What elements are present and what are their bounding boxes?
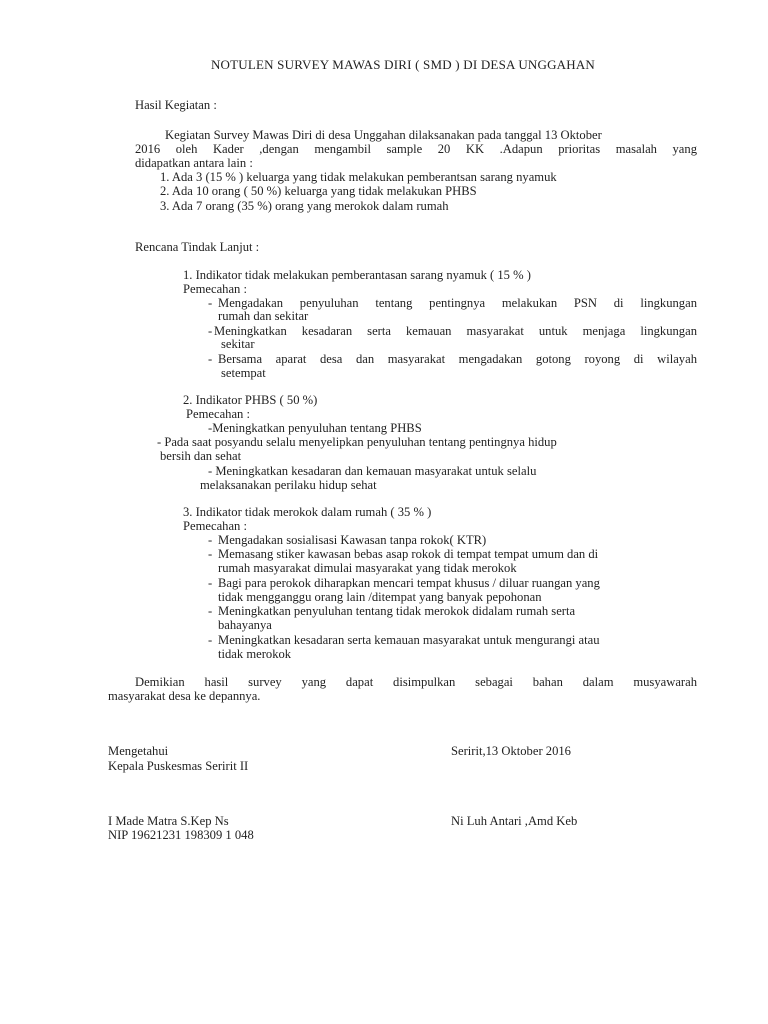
- bullet-dash: -: [208, 533, 213, 547]
- bullet-dash: -: [208, 633, 213, 647]
- ind2-bullet-1: -Meningkatkan penyuluhan tentang PHBS: [208, 421, 422, 435]
- ind2-bullet-2-line-2: bersih dan sehat: [160, 449, 242, 463]
- bullet-dash: -: [208, 352, 213, 366]
- sign-left-nip: NIP 19621231 198309 1 048: [108, 828, 254, 842]
- intro-line-1: Kegiatan Survey Mawas Diri di desa Unggahan dilaksanakan pada tanggal 13 Oktober: [165, 128, 602, 142]
- ind2-bullet-3-line-1: - Meningkatkan kesadaran dan kemauan masyarakat untuk selalu: [208, 464, 537, 478]
- sign-left-position: Kepala Puskesmas Seririt II: [108, 759, 249, 773]
- ind2-bullet-3-line-2: melaksanakan perilaku hidup sehat: [200, 478, 377, 492]
- bullet-dash: -: [208, 296, 213, 310]
- ind1-bullet-2-line-2: sekitar: [221, 337, 255, 351]
- indikator-3-pemecahan: Pemecahan :: [183, 519, 247, 533]
- indikator-1-pemecahan: Pemecahan :: [183, 282, 247, 296]
- rtl-heading: Rencana Tindak Lanjut :: [135, 240, 260, 254]
- closing-line-2: masyarakat desa ke depannya.: [108, 689, 261, 703]
- hasil-heading: Hasil Kegiatan :: [135, 98, 217, 112]
- bullet-dash: -: [208, 324, 213, 338]
- ind1-bullet-1-line-1: Mengadakan penyuluhan tentang pentingnya melakukan PSN di lingkungan: [218, 296, 697, 310]
- ind1-bullet-1-line-2: rumah dan sekitar: [218, 309, 309, 323]
- bullet-dash: -: [208, 604, 213, 618]
- ind3-bullet-2-line-2: rumah masyarakat dimulai masyarakat yang tidak merokok: [218, 561, 517, 575]
- bullet-dash: -: [208, 576, 213, 590]
- sign-left-label: Mengetahui: [108, 744, 169, 758]
- intro-line-3: didapatkan antara lain :: [135, 156, 253, 170]
- indikator-2-title: 2. Indikator PHBS ( 50 %): [183, 393, 318, 407]
- indikator-3-title: 3. Indikator tidak merokok dalam rumah ( 35 % ): [183, 505, 432, 519]
- closing-line-1: Demikian hasil survey yang dapat disimpulkan sebagai bahan dalam musyawarah: [135, 675, 697, 689]
- ind3-bullet-3-line-1: Bagi para perokok diharapkan mencari tempat khusus / diluar ruangan yang: [218, 576, 600, 590]
- ind1-bullet-2-line-1: Meningkatkan kesadaran serta kemauan masyarakat untuk menjaga lingkungan: [214, 324, 697, 338]
- intro-line-2: 2016 oleh Kader ,dengan mengambil sample 20 KK .Adapun prioritas masalah yang: [135, 142, 697, 156]
- ind3-bullet-3-line-2: tidak mengganggu orang lain /ditempat yang banyak pepohonan: [218, 590, 542, 604]
- sign-right-place-date: Seririt,13 Oktober 2016: [451, 744, 571, 758]
- ind3-bullet-4-line-1: Meningkatkan penyuluhan tentang tidak merokok didalam rumah serta: [218, 604, 576, 618]
- ind1-bullet-3-line-2: setempat: [221, 366, 266, 380]
- ind1-bullet-3-line-1: Bersama aparat desa dan masyarakat mengadakan gotong royong di wilayah: [218, 352, 697, 366]
- ind2-bullet-2-line-1: - Pada saat posyandu selalu menyelipkan penyuluhan tentang pentingnya hidup: [157, 435, 557, 449]
- hasil-item-2: 2. Ada 10 orang ( 50 %) keluarga yang tidak melakukan PHBS: [160, 184, 477, 198]
- hasil-item-3: 3. Ada 7 orang (35 %) orang yang merokok dalam rumah: [160, 199, 449, 213]
- hasil-item-1: 1. Ada 3 (15 % ) keluarga yang tidak melakukan pemberantsan sarang nyamuk: [160, 170, 557, 184]
- ind3-bullet-5-line-2: tidak merokok: [218, 647, 292, 661]
- ind3-bullet-4-line-2: bahayanya: [218, 618, 272, 632]
- sign-right-name: Ni Luh Antari ,Amd Keb: [451, 814, 578, 828]
- sign-left-name: I Made Matra S.Kep Ns: [108, 814, 229, 828]
- indikator-1-title: 1. Indikator tidak melakukan pemberantasan sarang nyamuk ( 15 % ): [183, 268, 531, 282]
- ind3-bullet-1: Mengadakan sosialisasi Kawasan tanpa rokok( KTR): [218, 533, 487, 547]
- indikator-2-pemecahan: Pemecahan :: [186, 407, 250, 421]
- ind3-bullet-5-line-1: Meningkatkan kesadaran serta kemauan masyarakat untuk mengurangi atau: [218, 633, 600, 647]
- bullet-dash: -: [208, 547, 213, 561]
- document-title: NOTULEN SURVEY MAWAS DIRI ( SMD ) DI DESA UNGGAHAN: [210, 57, 596, 72]
- ind3-bullet-2-line-1: Memasang stiker kawasan bebas asap rokok di tempat tempat umum dan di: [218, 547, 599, 561]
